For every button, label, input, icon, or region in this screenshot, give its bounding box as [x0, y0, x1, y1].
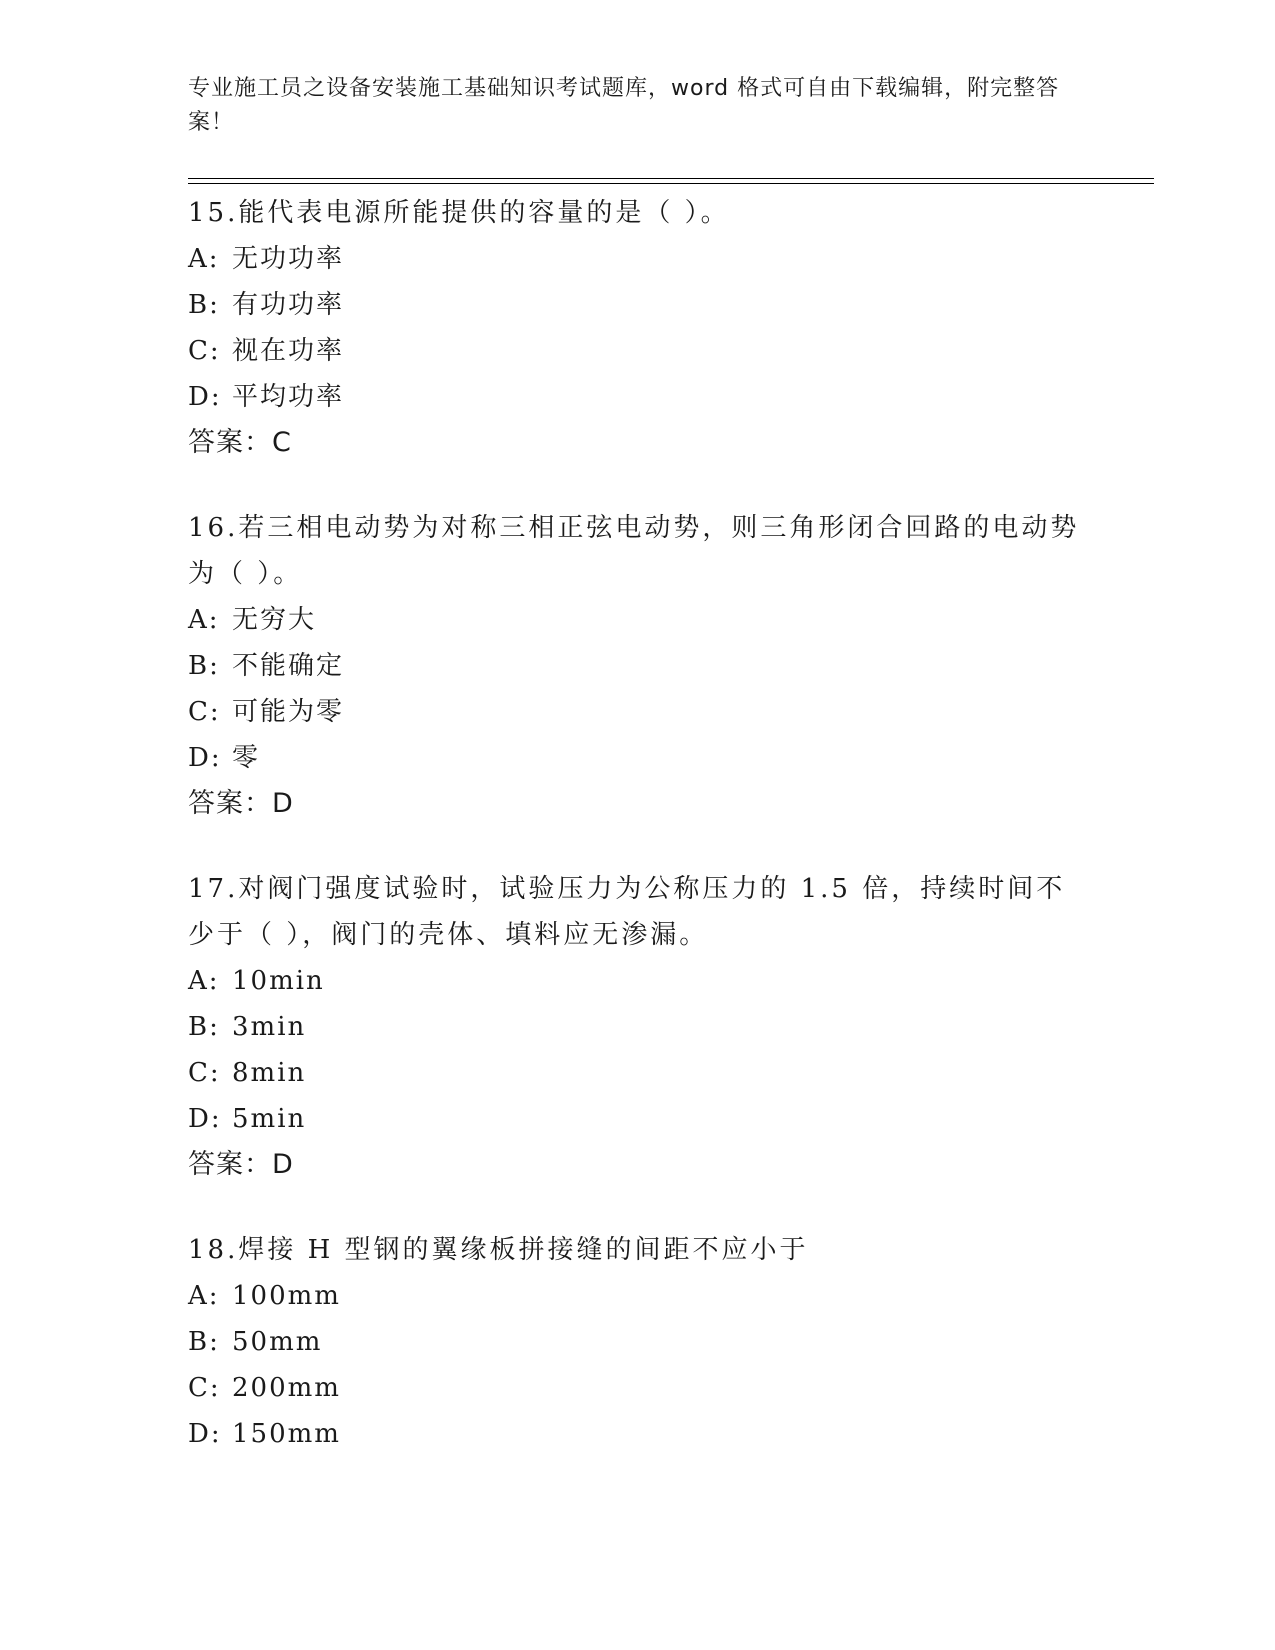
option-b	[188, 1319, 1088, 1365]
option-d	[188, 1411, 1088, 1457]
option-letter: B:	[188, 1012, 220, 1042]
option-text: 平均功率	[232, 382, 345, 412]
option-text: 100mm	[232, 1281, 341, 1311]
question-17	[188, 866, 1088, 1188]
answer-text: 答案：C	[188, 427, 292, 458]
option-letter: C:	[188, 1373, 221, 1403]
question-15	[188, 190, 1088, 466]
option-text: 零	[232, 743, 261, 773]
option-b	[188, 1004, 1088, 1050]
option-text: 5min	[232, 1104, 307, 1134]
header-divider-bottom	[188, 183, 1154, 184]
document-header: 专业施工员之设备安装施工基础知识考试题库，word 格式可自由下载编辑，附完整答案！	[188, 76, 1060, 135]
question-list	[188, 190, 1088, 1496]
option-d	[188, 735, 1088, 781]
option-text: 视在功率	[232, 336, 345, 366]
option-letter: C:	[188, 336, 221, 366]
option-text: 200mm	[232, 1373, 341, 1403]
question-text: 15.能代表电源所能提供的容量的是（ ）。	[188, 198, 730, 228]
question-16	[188, 505, 1088, 827]
option-text: 8min	[232, 1058, 307, 1088]
question-text: 17.对阀门强度试验时，试验压力为公称压力的 1.5 倍，持续时间不少于（ ），阀门的壳体、填料应无渗漏。	[188, 874, 1066, 950]
option-text: 无穷大	[232, 605, 317, 635]
option-letter: A:	[188, 244, 220, 274]
option-letter: D:	[188, 1419, 222, 1449]
option-text: 150mm	[232, 1419, 341, 1449]
question-text: 16.若三相电动势为对称三相正弦电动势，则三角形闭合回路的电动势为（ ）。	[188, 513, 1080, 589]
option-b	[188, 282, 1088, 328]
option-text: 可能为零	[232, 697, 345, 727]
option-letter: C:	[188, 1058, 221, 1088]
option-a	[188, 597, 1088, 643]
option-letter: D:	[188, 743, 222, 773]
option-d	[188, 1096, 1088, 1142]
option-text: 10min	[232, 966, 325, 996]
option-text: 有功功率	[232, 290, 345, 320]
option-letter: B:	[188, 290, 220, 320]
option-b	[188, 643, 1088, 689]
option-text: 50mm	[232, 1327, 323, 1357]
option-letter: B:	[188, 1327, 220, 1357]
option-a	[188, 958, 1088, 1004]
option-d	[188, 374, 1088, 420]
option-text: 3min	[232, 1012, 307, 1042]
option-letter: B:	[188, 651, 220, 681]
question-text: 18.焊接 H 型钢的翼缘板拼接缝的间距不应小于	[188, 1235, 809, 1265]
option-letter: D:	[188, 1104, 222, 1134]
option-text: 不能确定	[232, 651, 345, 681]
option-text: 无功功率	[232, 244, 345, 274]
answer-text: 答案：D	[188, 788, 294, 819]
option-letter: A:	[188, 605, 220, 635]
option-c	[188, 1365, 1088, 1411]
option-c	[188, 328, 1088, 374]
option-letter: A:	[188, 1281, 220, 1311]
option-a	[188, 236, 1088, 282]
option-letter: C:	[188, 697, 221, 727]
question-18	[188, 1227, 1088, 1457]
option-letter: A:	[188, 966, 220, 996]
header-divider-top	[188, 178, 1154, 179]
option-c	[188, 1050, 1088, 1096]
option-a	[188, 1273, 1088, 1319]
option-letter: D:	[188, 382, 222, 412]
option-c	[188, 689, 1088, 735]
answer-text: 答案：D	[188, 1149, 294, 1180]
